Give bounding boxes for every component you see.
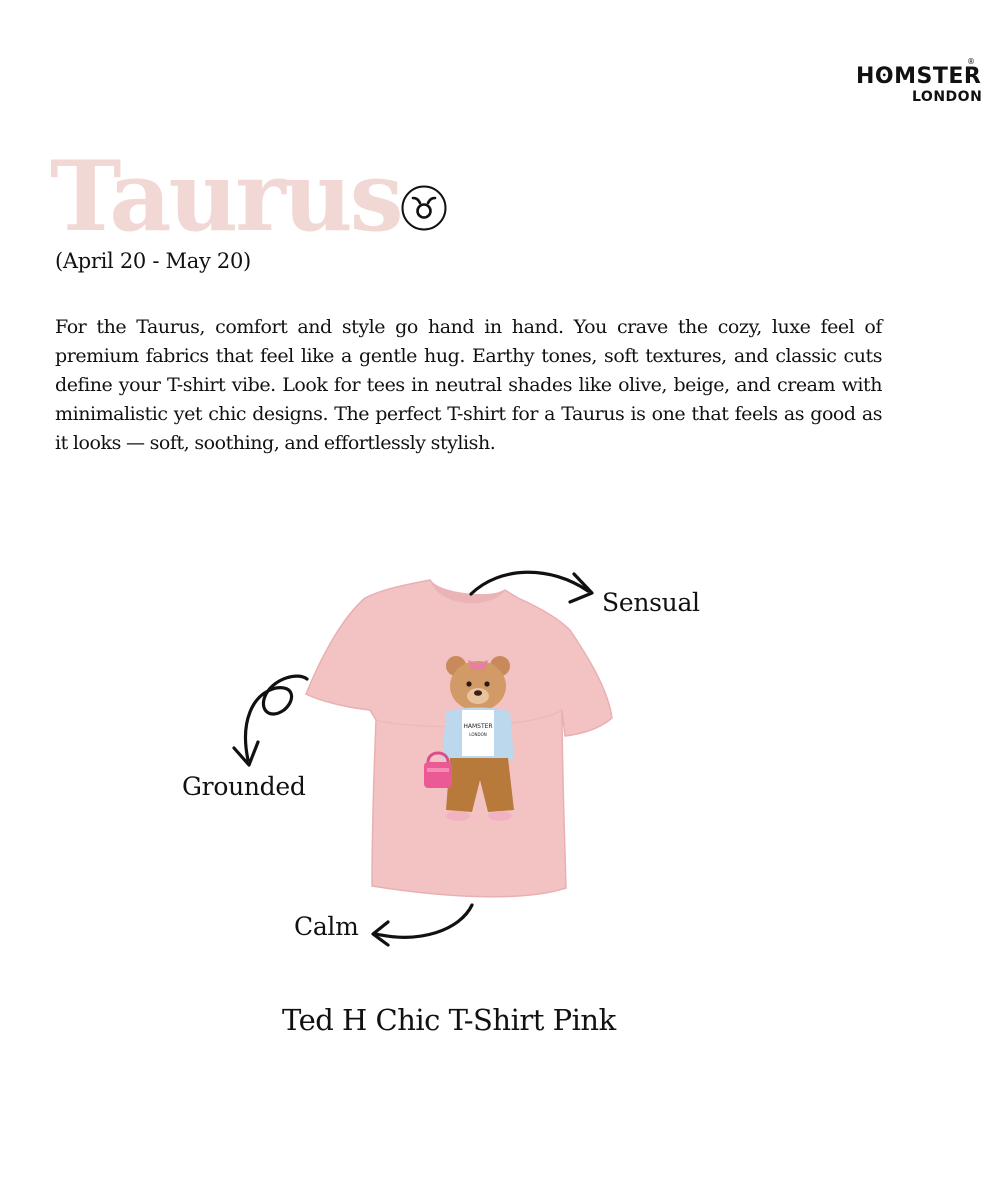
description-paragraph: For the Taurus, comfort and style go hand in hand. You crave the cozy, luxe feel of premium fabrics that feel like a gentle hug. Earthy tones, soft textures, and classic cuts define your T-shirt vibe. Look for tees in neutral shades like olive, beige, and cream with minimalistic yet chic designs. The perfect T-shirt for a Taurus is one that feels as good as it looks — soft, soothing, and effortlessly stylish.: [55, 316, 882, 454]
trait-label-calm: Calm: [294, 912, 359, 941]
brand-logo: [846, 57, 986, 110]
trait-label-sensual: Sensual: [602, 588, 700, 617]
date-range: (April 20 - May 20): [55, 249, 251, 273]
brand-sub: LONDON: [912, 89, 983, 105]
taurus-zodiac-icon: [401, 185, 447, 231]
registered-mark: ®: [967, 57, 975, 66]
print-sub: LONDON: [469, 732, 487, 737]
page-title: Taurus: [50, 140, 401, 253]
product-name[interactable]: Ted H Chic T-Shirt Pink: [282, 1003, 616, 1037]
brand-name: HʘMSTER: [856, 64, 982, 89]
trait-label-grounded: Grounded: [182, 772, 306, 801]
print-brand: HAMSTER: [463, 723, 493, 730]
tshirt-image: [290, 570, 630, 910]
